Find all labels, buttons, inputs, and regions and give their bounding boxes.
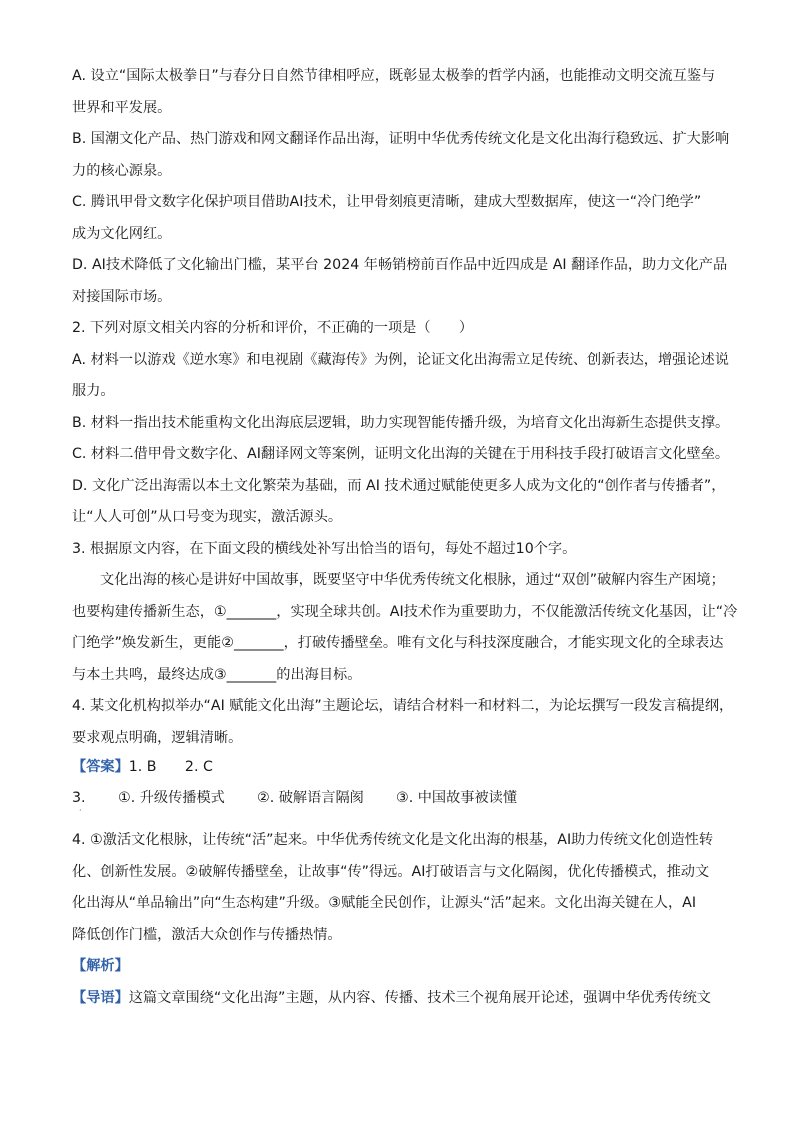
answer-label: 【答案】 [72,759,129,775]
option-a-line-1: A. 设立“国际太极拳日”与春分日自然节律相呼应，既彰显太极拳的哲学内涵，也能推动文明交流互鉴与 [72,68,716,84]
q3-passage-line-4: 与本土共鸣，最终达成③_______的出海目标。 [72,667,362,683]
question-2: 2. 下列对原文相关内容的分析和评价，不正确的一项是（ ） [72,320,474,336]
answer-text: 1. B 2. C [128,759,213,775]
guide-label: 【导语】 [72,990,129,1006]
option-d-line-2: 对接国际市场。 [72,289,172,305]
answer-3-number: 3. [72,790,86,806]
q2-option-b: B. 材料一指出技术能重构文化出海底层逻辑，助力实现智能传播升级，为培育文化出海新生态提供支撑。 [72,415,730,431]
answer-3-row [72,788,517,808]
answer-row [72,757,213,777]
q2-option-a-line-1: A. 材料一以游戏《逆水寒》和电视剧《藏海传》为例，论证文化出海需立足传统、创新表达，增强论述说 [72,352,729,368]
option-c-line-1: C. 腾讯甲骨文数字化保护项目借助AI技术，让甲骨刻痕更清晰，建成大型数据库，使这一“冷门绝学” [72,194,702,210]
q2-option-d-line-2: 让“人人可创”从口号变为现实，激活源头。 [72,509,343,525]
option-b-line-2: 力的核心源泉。 [72,163,172,179]
question-4-line-2: 要求观点明确，逻辑清晰。 [72,730,243,746]
answer-4-line-3: 化出海从“单品输出”向“生态构建”升级。③赋能全民创作，让源头“活”起来。文化出海关键在人，AI [72,895,697,911]
analysis-label: 【解析】 [72,958,129,974]
answer-4-line-1: 4. ①激活文化根脉，让传统“活”起来。中华优秀传统文化是文化出海的根基，AI助力传统文化创造性转 [72,832,714,848]
option-b-line-1: B. 国潮文化产品、热门游戏和网文翻译作品出海，证明中华优秀传统文化是文化出海行稳致远、扩大影响 [72,131,730,147]
guide-text: 这篇文章围绕“文化出海”主题，从内容、传播、技术三个视角展开论述，强调中华优秀传统文 [128,990,711,1006]
answer-3-item-3: ③. 中国故事被读懂 [396,790,518,806]
q2-option-d-line-1: D. 文化广泛出海需以本土文化繁荣为基础，而 AI 技术通过赋能使更多人成为文化的“创作者与传播者”， [72,478,726,494]
option-c-line-2: 成为文化网红。 [72,226,172,242]
answer-3-item-2: ②. 破解语言隔阂 [257,790,364,806]
q3-passage-line-3: 门绝学”焕发新生，更能②_______，打破传播壁垒。唯有文化与科技深度融合，才能实现文化的全球表达 [72,635,724,651]
option-d-line-1: D. AI技术降低了文化输出门槛，某平台 2024 年畅销榜前百作品中近四成是 AI 翻译作品，助力文化产品 [72,257,728,273]
question-4-line-1: 4. 某文化机构拟举办“AI 赋能文化出海”主题论坛，请结合材料一和材料二，为论坛撰写一段发言稿提纲， [72,698,734,714]
guide-row [72,988,711,1008]
q2-option-c: C. 材料二借甲骨文数字化、AI翻译网文等案例，证明文化出海的关键在于用科技手段打破语言文化壁垒。 [72,446,730,462]
answer-3-item-1: ①. 升级传播模式 [118,790,225,806]
q3-passage-line-2: 也要构建传播新生态，①_______，实现全球共创。AI技术作为重要助力，不仅能激活传统文化基因，让“冷 [72,604,738,620]
q2-option-a-line-2: 服力。 [72,383,115,399]
q3-passage-line-1: 文化出海的核心是讲好中国故事，既要坚守中华优秀传统文化根脉，通过“双创”破解内容生产困境； [100,572,725,588]
option-a-line-2: 世界和平发展。 [72,100,172,116]
answer-4-line-4: 降低创作门槛，激活大众创作与传播热情。 [72,927,342,943]
answer-4-line-2: 化、创新性发展。②破解传播壁垒，让故事“传”得远。AI打破语言与文化隔阂，优化传播模式，推动文 [72,864,710,880]
answer-3-marker: · [79,806,82,815]
question-3: 3. 根据原文内容，在下面文段的横线处补写出恰当的语句，每处不超过10个字。 [72,541,577,557]
